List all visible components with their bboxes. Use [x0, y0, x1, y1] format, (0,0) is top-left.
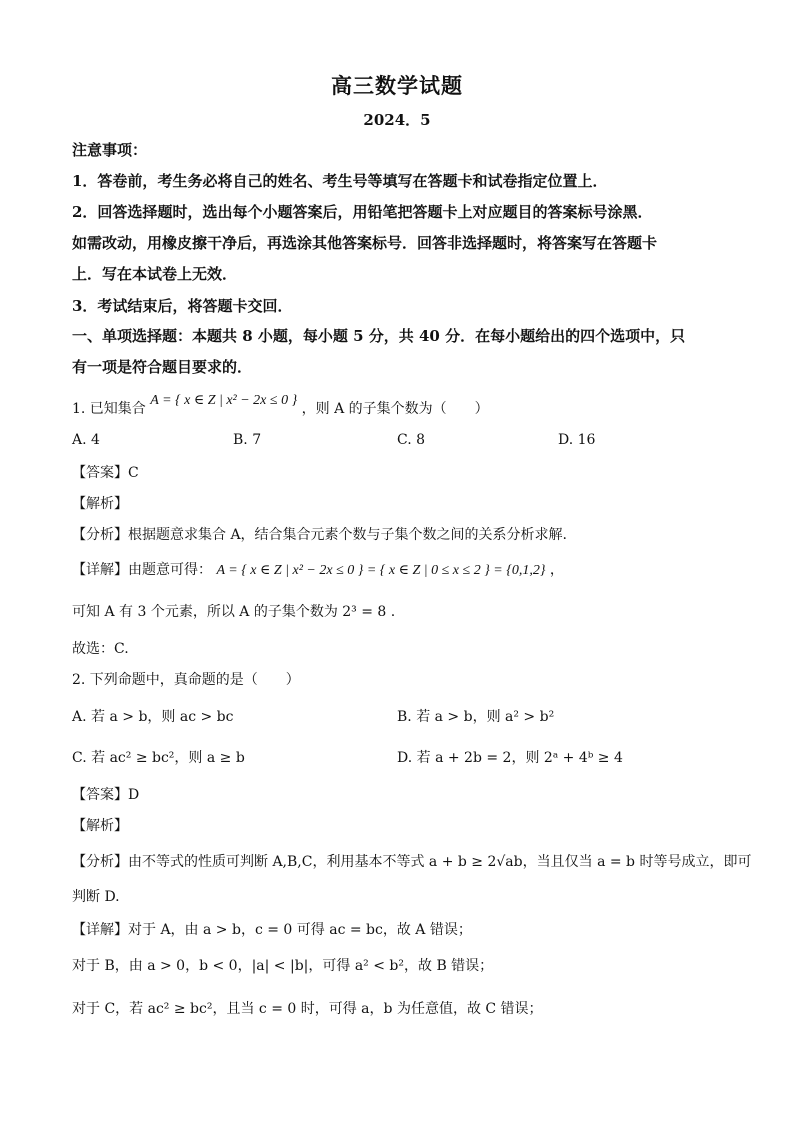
question-2-analysis-label: 【解析】 [72, 818, 128, 834]
question-1-analysis-label: 【解析】 [72, 496, 128, 512]
question-2-stem: 2. 下列命题中，真命题的是（ ） [72, 672, 300, 688]
question-1-set-expression: A = { x ∈ Z | x² − 2x ≤ 0 } [150, 393, 298, 408]
section-heading-line-2: 有一项是符合题目要求的． [72, 358, 253, 376]
notice-item-2-line-2: 如需改动，用橡皮擦干净后，再选涂其他答案标号．回答非选择题时，将答案写在答题卡 [72, 234, 658, 252]
section-heading-line-1: 一、单项选择题：本题共 8 小题，每小题 5 分，共 40 分．在每小题给出的四个选项中，只 [72, 327, 686, 345]
question-2-option-b: B. 若 a > b，则 a² > b² [397, 709, 555, 725]
notice-heading: 注意事项： [72, 141, 148, 159]
question-2-detail-c: 对于 C，若 ac² ≥ bc²，且当 c = 0 时，可得 a，b 为任意值，故 C 错误； [72, 1001, 543, 1017]
question-2-detail-b: 对于 B，由 a > 0，b < 0，|a| < |b|，可得 a² < b²，故 B 错误； [72, 958, 494, 974]
question-1-detail-expression: A = { x ∈ Z | x² − 2x ≤ 0 } = { x ∈ Z | 0 ≤ x ≤ 2 } = {0,1,2} [216, 563, 546, 578]
question-1-detail-prefix: 【详解】由题意可得： [72, 562, 212, 578]
question-1-option-c: C. 8 [397, 432, 426, 448]
question-1-stem-prefix: 1. 已知集合 [72, 401, 146, 417]
question-1-option-d: D. 16 [558, 432, 596, 448]
page-title: 高三数学试题 [331, 73, 463, 98]
notice-item-1: 1．答卷前，考生务必将自己的姓名、考生号等填写在答题卡和试卷指定位置上． [72, 172, 608, 190]
question-1-conclusion: 可知 A 有 3 个元素，所以 A 的子集个数为 2³ = 8 . [72, 604, 396, 620]
question-2-fenxi-line-2: 判断 D. [72, 889, 120, 905]
question-2-answer: 【答案】D [72, 787, 140, 803]
question-2-detail-a: 【详解】对于 A，由 a > b，c = 0 可得 ac = bc，故 A 错误； [72, 922, 472, 938]
question-1-detail [72, 560, 564, 581]
question-1-detail-suffix: ， [549, 562, 564, 578]
question-1-stem-suffix: ，则 A 的子集个数为（ ） [301, 401, 489, 417]
question-2-fenxi-line-1: 【分析】由不等式的性质可判断 A,B,C，利用基本不等式 a + b ≥ 2√ab，当且仅当 a = b 时等号成立，即可 [72, 854, 752, 870]
question-2-option-a: A. 若 a > b，则 ac > bc [72, 709, 234, 725]
notice-item-2-line-1: 2．回答选择题时，选出每个小题答案后，用铅笔把答题卡上对应题目的答案标号涂黑． [72, 203, 653, 221]
question-1-option-a: A. 4 [72, 432, 100, 448]
question-1-stem [72, 393, 489, 420]
notice-item-2-line-3: 上．写在本试卷上无效． [72, 265, 238, 283]
notice-item-3: 3．考试结束后，将答题卡交回． [72, 297, 293, 315]
question-2-option-c: C. 若 ac² ≥ bc²，则 a ≥ b [72, 750, 245, 766]
question-2-option-d: D. 若 a + 2b = 2，则 2ᵃ + 4ᵇ ≥ 4 [397, 750, 623, 766]
question-1-answer: 【答案】C [72, 465, 139, 481]
exam-date: 2024．5 [363, 111, 431, 129]
question-1-option-b: B. 7 [233, 432, 262, 448]
question-1-choice: 故选：C. [72, 641, 129, 657]
question-1-fenxi: 【分析】根据题意求集合 A，结合集合元素个数与子集个数之间的关系分析求解. [72, 527, 568, 543]
